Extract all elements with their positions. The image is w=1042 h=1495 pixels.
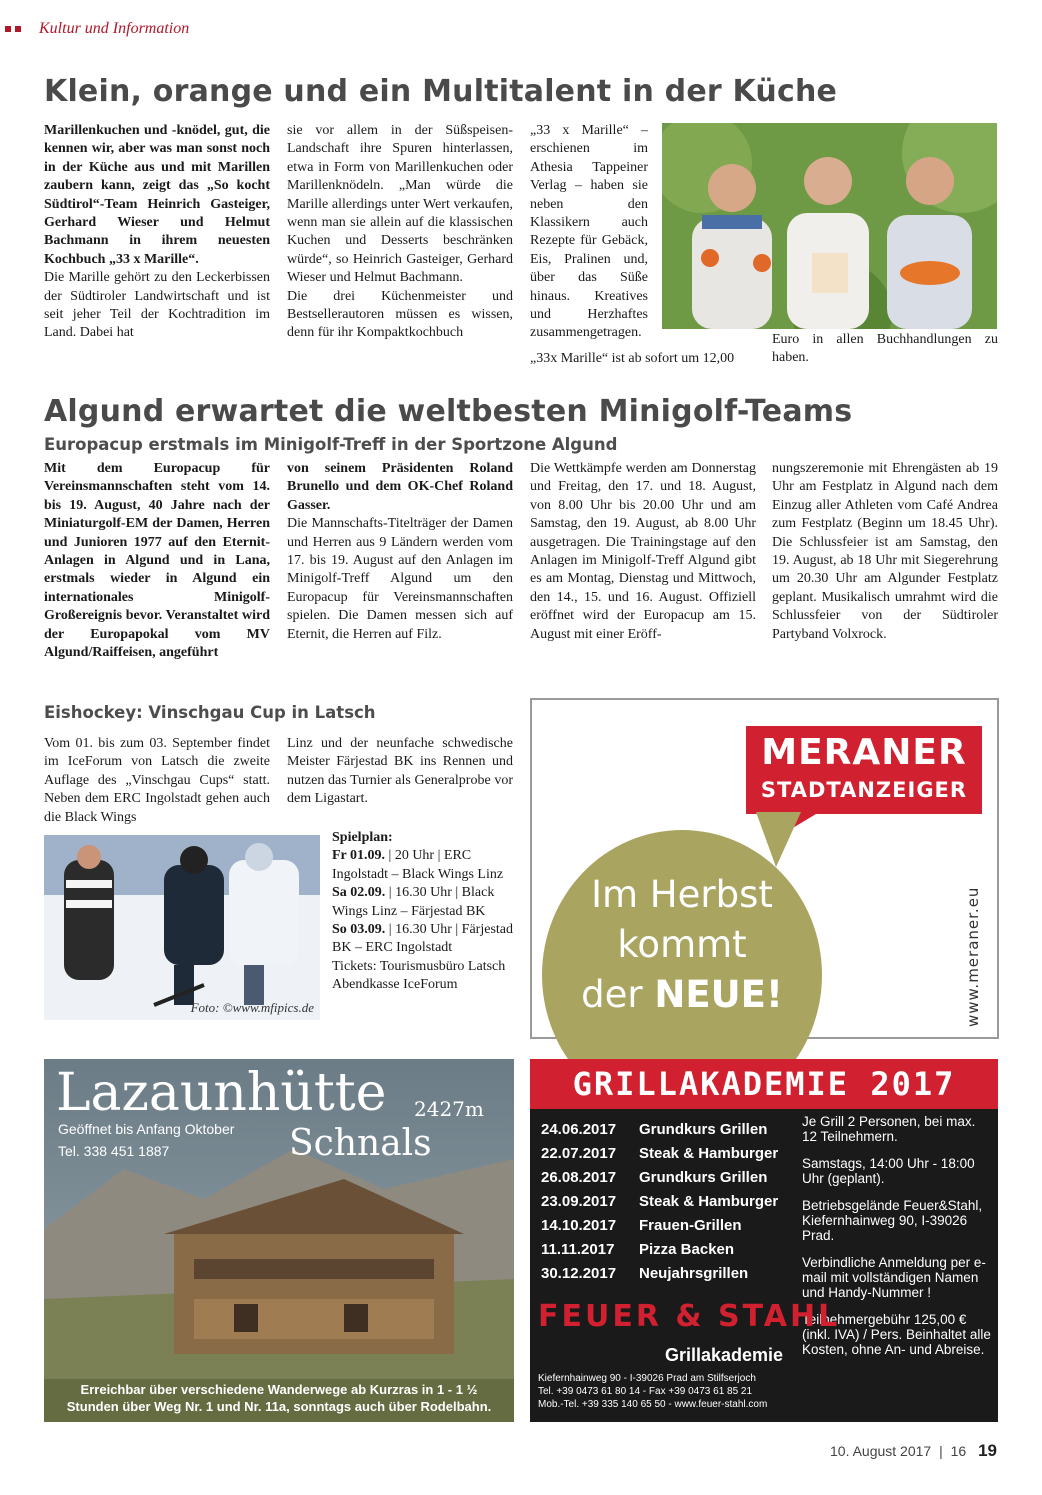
grill-row: 26.08.2017 Grundkurs Grillen	[541, 1169, 768, 1186]
lazaun-open: Geöffnet bis Anfang Oktober	[58, 1121, 235, 1137]
grill-row: 30.12.2017 Neujahrsgrillen	[541, 1265, 749, 1282]
meraner-ad	[530, 698, 999, 1039]
article2-col2-bold: von seinem Präsidenten Roland Brunello und dem OK-Chef Roland Gasser.	[287, 461, 513, 513]
schedule-tickets: Tickets: Tourismusbüro Latsch Abendkasse IceForum	[332, 958, 506, 993]
article2-lead: Mit dem Europacup für Vereinsmannschaften steht vom 14. bis 19. August, 40 Jahre nach der Miniaturgolf-EM der Damen, Herren und Junioren 1977 auf den Eternit-Anlagen in Algund und in Lana, erstmals wieder in Algund ein internationales Minigolf-Großereignis bevor. Veranstaltet wird der Europapokal vom MV Algund/Raiffeisen, angeführt	[44, 461, 270, 661]
footer-date: 10. August 2017	[830, 1443, 932, 1459]
grill-row: 23.09.2017 Steak & Hamburger	[541, 1193, 779, 1210]
lazaun-place: Schnals	[289, 1123, 432, 1164]
article1-lead: Marillenkuchen und -knödel, gut, die kennen wir, aber was man sonst noch in der Küche aus und mit Marillen zaubern kann, zeigt das „So kocht Südtirol“-Team Heinrich Gasteiger, Gerhard Wieser und Helmut Bachmann in ihrem neuesten Kochbuch „33 x Marille“.	[44, 123, 270, 267]
schedule-game-2: Sa 02.09. | 16.30 Uhr | Black Wings Linz – Färjestad BK	[332, 885, 495, 919]
article2-col3	[530, 460, 756, 644]
meraner-brand: MERANER	[761, 732, 967, 773]
page-footer	[830, 1441, 997, 1461]
schedule-game-1: Fr 01.09. | 20 Uhr | ERC Ingolstadt – Black Wings Linz	[332, 848, 504, 882]
grill-info-5: Teilnehmergebühr 125,00 € (inkl. IVA) / Pers. Beinhaltet alle Kosten, ohne An- und Abreise.	[802, 1312, 991, 1357]
grill-schedule	[541, 1121, 778, 1289]
article3-col1-text: Vom 01. bis zum 03. September findet im IceForum von Latsch die zweite Auflage des „Vinschgau Cups“ statt. Neben dem ERC Ingolstadt gehen auch die Black Wings	[44, 736, 270, 825]
header-square-icon	[5, 26, 11, 32]
chefs-photo-svg	[662, 123, 997, 329]
article3-col2-text: Linz und der neunfache schwedische Meister Färjestad BK ins Rennen und nutzen das Turnier als Generalprobe vor dem Ligastart.	[287, 736, 513, 807]
article2-col3-text: Die Wettkämpfe werden am Donnerstag und Freitag, den 17. und 18. August, von 8.00 Uhr bis 20.00 Uhr und am Samstag, den 19. August, ab 8.00 Uhr ausgetragen. Die Trainingstage auf den Anlagen im Minigolf-Treff Algund gibt es am Montag, Dienstag und Mittwoch, den 14., 15. und 16. August. Offiziell eröffnet wird der Europacup am 15. August mit einer Eröff-	[530, 461, 756, 642]
article1-col4	[772, 331, 998, 368]
article1-col2	[287, 122, 513, 343]
grill-info-3: Betriebsgelände Feuer&Stahl, Kiefernhainweg 90, I-39026 Prad.	[802, 1198, 983, 1243]
section-header	[5, 20, 189, 38]
lazaun-tel: Tel. 338 451 1887	[58, 1143, 170, 1159]
schedule-title: Spielplan:	[332, 830, 393, 845]
meraner-url[interactable]: www.meraner.eu	[964, 886, 982, 1027]
feuer-stahl-logo: FEUER & STAHL	[538, 1299, 841, 1334]
article1-col2-text: sie vor allem in der Süßspeisen-Landschaft ihre Spuren hinterlassen, etwa in Form von Marillenkuchen oder Marillenknödeln. „Man würde die Marille allerdings unter Wert verkaufen, wenn man sie allein auf die klassischen Kuchen und Desserts beschränken würde“, so Heinrich Gasteiger, Gerhard Wieser und Helmut Bachmann.	[287, 123, 513, 286]
grill-info-4: Verbindliche Anmeldung per e-mail mit vollständigen Namen und Handy-Nummer !	[802, 1255, 986, 1300]
article2-col4-text: nungszeremonie mit Ehrengästen ab 19 Uhr am Festplatz in Algund nach dem Einzug aller Athleten vom Café Andrea zum Festplatz (Beginn um 18.45 Uhr). Die Schlussfeier ist am Samstag, den 19. August, ab 18 Uhr mit Siegerehrung um 20.30 Uhr am Algunder Festplatz geplant. Musikalisch umrahmt wird die Schlussfeier von der Südtiroler Partyband Volxrock.	[772, 461, 998, 642]
grill-address	[538, 1372, 767, 1411]
section-label: Kultur und Information	[39, 20, 190, 37]
chefs-photo	[662, 123, 997, 329]
article1-title: Klein, orange und ein Multitalent in der Küche	[44, 74, 838, 109]
grill-row: 14.10.2017 Frauen-Grillen	[541, 1217, 742, 1234]
grill-brand-sub: Grillakademie	[665, 1345, 784, 1365]
header-square-icon	[15, 26, 21, 32]
article2-col2-text: Die Mannschafts-Titelträger der Damen und Herren aus 9 Ländern werden vom 17. bis 19. August auf den Anlagen im Minigolf-Treff Algund um den Europacup für Vereinsmannschaften spielen. Die Damen messen sich auf Eternit, die Herren auf Filz.	[287, 516, 513, 642]
article1-col1	[44, 122, 270, 343]
article2-col4	[772, 460, 998, 644]
article1-col3-text: „33 x Marille“ – erschienen im Athesia Tappeiner Verlag – haben sie neben den Klassikern auch Rezepte für Gebäck, Eis, Pralinen und, über das Süße hinaus. Kreatives und Herzhaftes zusammengetragen.	[530, 123, 648, 341]
article3-col1	[44, 735, 270, 827]
bubble-text	[552, 870, 812, 1020]
article2-title: Algund erwartet die weltbesten Minigolf-Teams	[44, 394, 853, 429]
grill-address-1: Kiefernhainweg 90 - I-39026 Prad am Stilfserjoch	[538, 1373, 756, 1384]
article2-col1	[44, 460, 270, 662]
grill-row: 22.07.2017 Steak & Hamburger	[541, 1145, 779, 1162]
grill-info-2: Samstags, 14:00 Uhr - 18:00 Uhr (geplant).	[802, 1156, 975, 1186]
article3-title: Eishockey: Vinschgau Cup in Latsch	[44, 703, 376, 722]
article3-col2	[287, 735, 513, 809]
lazaun-altitude: 2427m	[414, 1097, 484, 1121]
footer-sep: |	[939, 1443, 943, 1459]
photo-credit: Foto: ©www.mfipics.de	[190, 1000, 314, 1015]
hockey-photo	[44, 835, 320, 1020]
bubble-line-2: kommt	[617, 923, 747, 966]
bubble-line-1: Im Herbst	[591, 873, 773, 916]
lazaun-ad	[44, 1059, 514, 1422]
grill-address-2: Tel. +39 0473 61 80 14 - Fax +39 0473 61 85 21	[538, 1386, 753, 1397]
lazaun-title: Lazaunhütte	[56, 1063, 387, 1123]
article1-col4-text: Euro in allen Buchhandlungen zu haben.	[772, 332, 998, 366]
meraner-brand-sub: STADTANZEIGER	[760, 778, 968, 802]
grill-title: GRILLAKADEMIE 2017	[530, 1059, 998, 1109]
article2-subtitle: Europacup erstmals im Minigolf-Treff in der Sportzone Algund	[44, 435, 618, 454]
grill-ad	[530, 1059, 998, 1422]
lazaun-footer: Erreichbar über verschiedene Wanderwege ab Kurzras in 1 - 1 ½ Stunden über Weg Nr. 1 und Nr. 11a, sonntags auch über Rodelbahn.	[66, 1382, 492, 1414]
footer-issue: 16	[950, 1443, 967, 1459]
schedule	[332, 829, 513, 995]
bubble-line-3: der NEUE!	[581, 973, 783, 1016]
hockey-photo-svg	[44, 835, 320, 1020]
article1-col3	[530, 122, 648, 343]
page-number: 19	[978, 1441, 998, 1460]
grill-info-1: Je Grill 2 Personen, bei max. 12 Teilnehmern.	[802, 1114, 976, 1144]
article1-col2-text2: Die drei Küchenmeister und Bestsellerautoren müssen es wissen, denn für ihr Kompaktkochbuch	[287, 288, 513, 341]
grill-address-3: Mob.-Tel. +39 335 140 65 50 - www.feuer-stahl.com	[538, 1399, 768, 1410]
article1-col1-text: Die Marille gehört zu den Leckerbissen der Südtiroler Landwirtschaft und ist seit jeher Teil der Kochtradition im Land. Dabei hat	[44, 270, 270, 341]
article1-col3-bottom	[530, 350, 756, 368]
article2-col2	[287, 460, 513, 644]
grill-row: 24.06.2017 Grundkurs Grillen	[541, 1121, 768, 1138]
grill-row: 11.11.2017 Pizza Backen	[541, 1241, 735, 1258]
article1-col3-text2: „33x Marille“ ist ab sofort um 12,00	[530, 351, 735, 366]
schedule-game-3: So 03.09. | 16.30 Uhr | Färjestad BK – ERC Ingolstadt	[332, 922, 513, 956]
